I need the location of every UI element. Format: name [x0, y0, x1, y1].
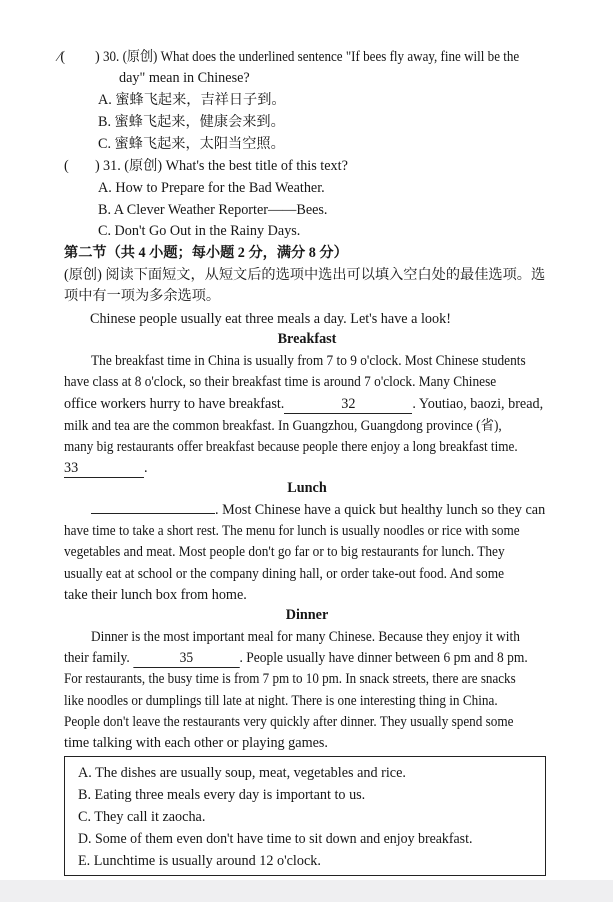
blank-34[interactable]: [91, 513, 215, 514]
blank-33[interactable]: 33: [64, 459, 144, 478]
section-instructions-text: (原创) 阅读下面短文，从短文后的选项中选出可以填入空白处的最佳选项。选: [64, 267, 546, 283]
question-31-option-a: A. How to Prepare for the Bad Weather.: [98, 180, 325, 196]
question-30-stem-line2: day" mean in Chinese?: [119, 70, 250, 86]
section-heading: 第二节（共 4 小题；每小题 2 分，满分 8 分）: [64, 245, 348, 261]
choice-b[interactable]: B. Eating three meals every day is important to us.: [78, 787, 366, 803]
question-30-option-c: C. 蜜蜂飞起来，太阳当空照。: [98, 136, 285, 152]
breakfast-line6-end: .: [144, 460, 148, 476]
breakfast-line6: [64, 459, 148, 478]
question-30-paren: ): [95, 49, 100, 65]
choice-c[interactable]: C. They call it zaocha.: [78, 809, 206, 825]
question-30-option-b: B. 蜜蜂飞起来，健康会来到。: [98, 114, 285, 130]
choice-e[interactable]: E. Lunchtime is usually around 12 o'clock.: [78, 853, 321, 869]
passage-intro: Chinese people usually eat three meals a day. Let's have a look!: [90, 311, 451, 327]
breakfast-line2: have class at 8 o'clock, so their breakfast time is around 7 o'clock. Many Chinese: [64, 374, 497, 390]
dinner-line6: time talking with each other or playing games.: [64, 735, 328, 751]
dinner-line3: For restaurants, the busy time is from 7 pm to 10 pm. In snack streets, there are snacks: [64, 671, 516, 687]
dinner-line5: People don't leave the restaurants very quickly after dinner. They usually spend some: [64, 714, 514, 730]
lunch-line2: have time to take a short rest. The menu for lunch is usually noodles or rice with some: [64, 523, 520, 539]
choice-a[interactable]: A. The dishes are usually soup, meat, vegetables and rice.: [78, 765, 406, 781]
breakfast-line1: The breakfast time in China is usually from 7 to 9 o'clock. Most Chinese students: [91, 353, 526, 369]
dinner-title: Dinner: [285, 607, 329, 623]
lunch-line1: [91, 501, 545, 519]
breakfast-line3-end: . Youtiao, baozi, bread,: [412, 396, 544, 412]
page-bottom-margin: [0, 880, 613, 902]
question-30-option-a: A. 蜜蜂飞起来，吉祥日子到。: [98, 92, 286, 108]
section-instructions-line2: 项中有一项为多余选项。: [64, 288, 221, 304]
breakfast-line5: many big restaurants offer breakfast because people there enjoy a long breakfast time.: [64, 439, 518, 455]
lunch-line3: vegetables and meat. Most people don't go far or to big restaurants for lunch. They: [64, 544, 505, 560]
dinner-line2: [64, 649, 528, 668]
blank-32[interactable]: 32: [284, 395, 412, 414]
breakfast-line3: [64, 395, 543, 414]
choice-d[interactable]: D. Some of them even don't have time to sit down and enjoy breakfast.: [78, 831, 473, 847]
question-31-paren: ): [95, 158, 100, 174]
lunch-line1-end: . Most Chinese have a quick but healthy lunch so they can: [215, 502, 546, 518]
dinner-line4: like noodles or dumplings till late at night. There is one interesting thing in China.: [64, 693, 498, 709]
breakfast-line4: milk and tea are the common breakfast. In Guangzhou, Guangdong province (省),: [64, 418, 502, 434]
breakfast-line3-start: office workers hurry to have breakfast.: [64, 396, 285, 412]
section-instructions-line1: [64, 266, 550, 284]
lunch-line5: take their lunch box from home.: [64, 587, 247, 603]
lunch-title: Lunch: [287, 480, 327, 496]
question-30-stem-line1: 30. (原创) What does the underlined sentence "If bees fly away, fine will be the: [103, 49, 520, 65]
question-31-option-c: C. Don't Go Out in the Rainy Days.: [98, 223, 301, 239]
question-31-stem: 31. (原创) What's the best title of this text?: [103, 158, 348, 174]
lunch-line4: usually eat at school or the company dining hall, or order take-out food. And some: [64, 566, 504, 582]
dinner-line1: Dinner is the most important meal for many Chinese. Because they enjoy it with: [91, 629, 520, 645]
dinner-line2-end: . People usually have dinner between 6 pm and 8 pm.: [239, 650, 528, 666]
question-31-marker: (: [64, 158, 69, 174]
question-30-marker: ⁄(: [58, 49, 66, 65]
question-31-option-b: B. A Clever Weather Reporter——Bees.: [98, 202, 328, 218]
breakfast-title: Breakfast: [277, 331, 337, 347]
dinner-line2-start: their family.: [64, 650, 130, 666]
blank-35[interactable]: 35: [133, 649, 239, 668]
